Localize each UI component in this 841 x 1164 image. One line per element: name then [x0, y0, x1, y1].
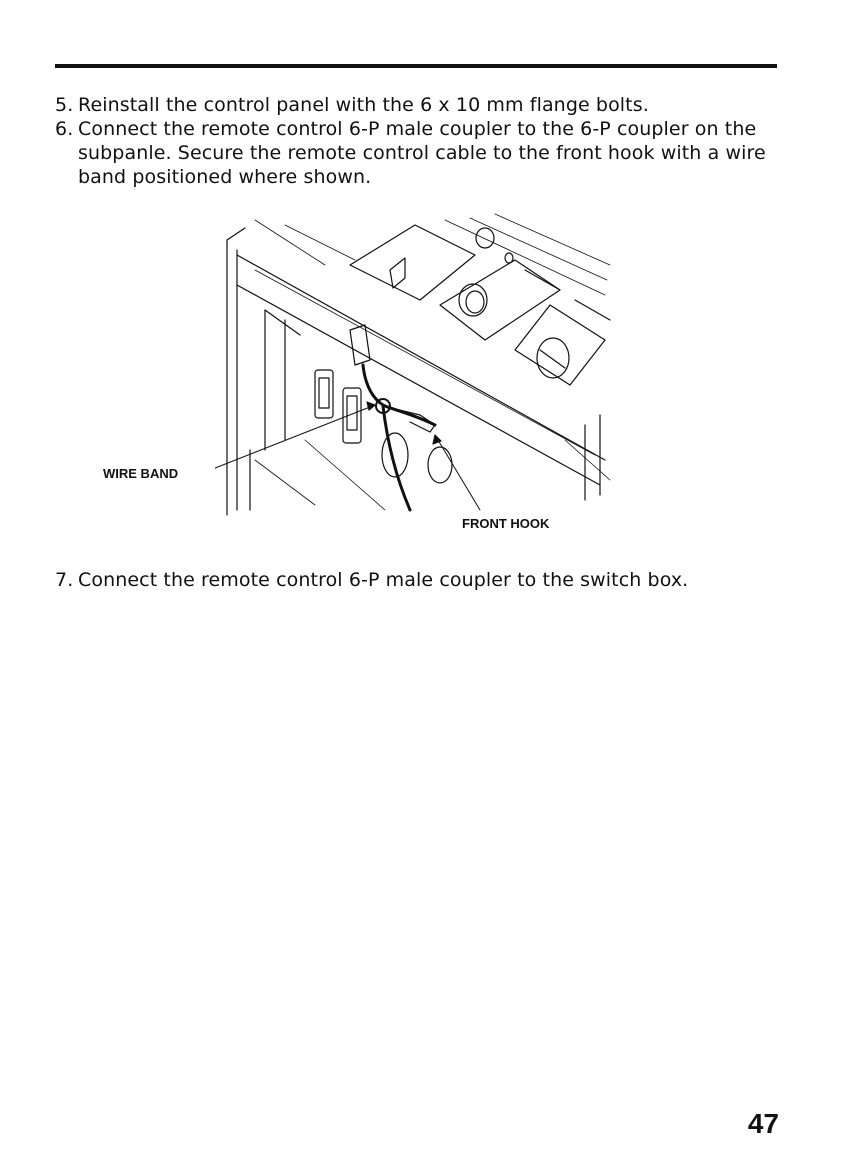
step-number: 6. [55, 118, 74, 140]
wire-band-label: WIRE BAND [103, 466, 179, 481]
step-number: 7. [55, 569, 74, 591]
step-text: Reinstall the control panel with the 6 x 10 mm flange bolts. [78, 94, 649, 116]
step-7 [55, 568, 785, 592]
step-6 [55, 117, 785, 189]
step-5 [55, 93, 785, 117]
front-hook-label: FRONT HOOK [462, 516, 550, 531]
step-text: Connect the remote control 6-P male coupler to the switch box. [78, 569, 689, 591]
step-number: 5. [55, 94, 74, 116]
control-panel-illustration [215, 210, 620, 520]
header-rule [55, 64, 777, 68]
step-text: Connect the remote control 6-P male coupler to the 6-P coupler on the subpanle. Secure the remote control cable to the front hook with a wire band positioned where shown. [78, 118, 766, 188]
page-number: 47 [747, 1108, 779, 1139]
